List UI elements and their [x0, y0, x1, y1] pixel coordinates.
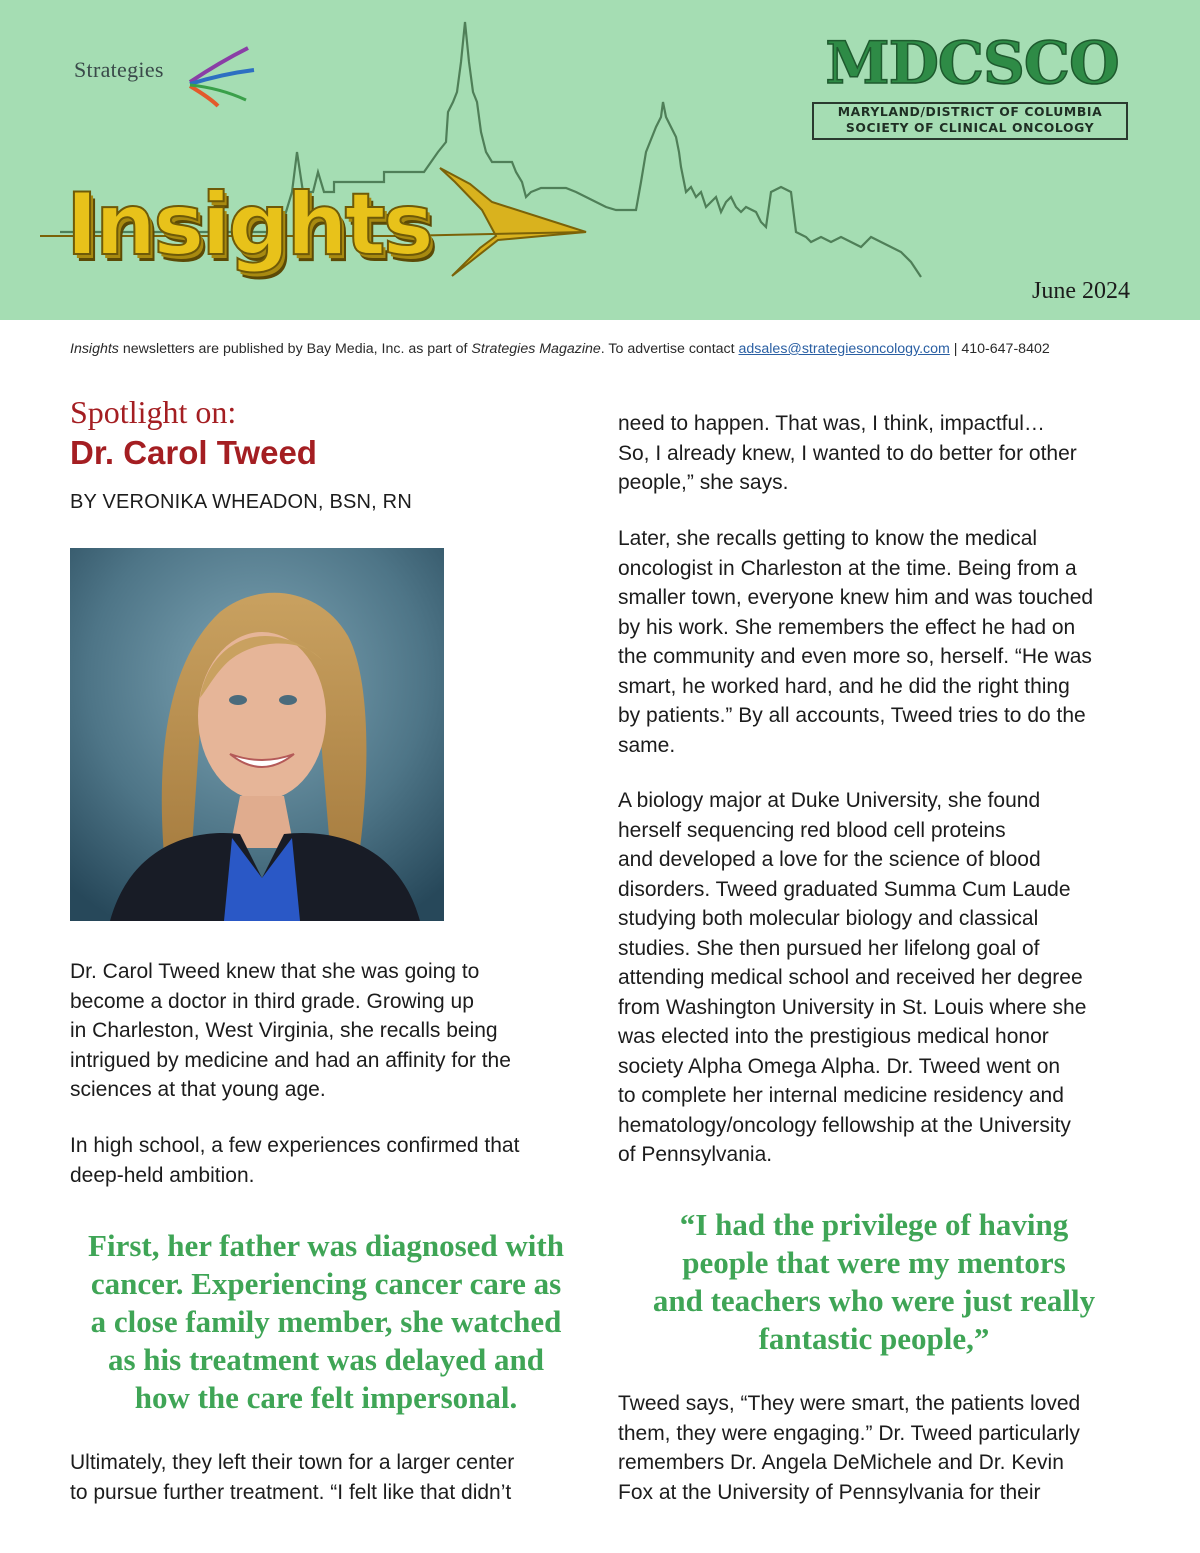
quote-line: fantastic people,”	[758, 1321, 990, 1356]
left-column-text-3	[70, 1448, 570, 1507]
text-line: smaller town, everyone knew him and was touched	[618, 586, 1094, 609]
paragraph	[70, 957, 570, 1105]
text-line: herself sequencing red blood cell proteins	[618, 818, 1006, 842]
paragraph	[70, 1448, 570, 1507]
text-line: disorders. Tweed graduated Summa Cum Laude	[618, 877, 1071, 901]
quote-line: cancer. Experiencing cancer care as	[90, 1266, 562, 1301]
insights-wordmark: Insights	[66, 175, 431, 275]
left-column-text-2	[70, 1131, 570, 1190]
text-line: remembers Dr. Angela DeMichele and Dr. Kevin	[618, 1451, 1064, 1474]
quote-line: a close family member, she watched	[90, 1304, 562, 1339]
text-line: and developed a love for the science of blood	[618, 848, 1041, 871]
publisher-newsletter-name: Insights	[70, 341, 119, 357]
text-line: by patients.” By all accounts, Tweed tries to do the	[618, 704, 1086, 727]
text-line: So, I already knew, I wanted to do better for other	[618, 441, 1077, 465]
text-line: to pursue further treatment. “I felt like that didn’t	[70, 1480, 512, 1504]
text-line: to complete her internal medicine residency and	[618, 1084, 1064, 1107]
quote-line: as his treatment was delayed and	[107, 1342, 545, 1377]
paragraph	[618, 524, 1138, 760]
text-line: people,” she says.	[618, 471, 789, 494]
text-line: studies. She then pursued her lifelong goal of	[618, 936, 1040, 960]
text-line: Tweed says, “They were smart, the patients loved	[618, 1392, 1081, 1415]
text-line: studying both molecular biology and classical	[618, 907, 1039, 930]
text-line: attending medical school and received her degree	[618, 966, 1083, 989]
quote-line: “I had the privilege of having	[679, 1207, 1069, 1242]
text-line: Later, she recalls getting to know the medical	[618, 527, 1038, 550]
advertising-email-link[interactable]: adsales@strategiesoncology.com	[738, 341, 950, 357]
text-line: need to happen. That was, I think, impactful…	[618, 412, 1045, 435]
text-line: hematology/oncology fellowship at the University	[618, 1113, 1071, 1137]
text-line: smart, he worked hard, and he did the right thing	[618, 674, 1070, 698]
paragraph	[70, 1131, 570, 1190]
text-line: sciences at that young age.	[70, 1078, 326, 1101]
article-byline: BY VERONIKA WHEADON, BSN, RN	[70, 491, 412, 513]
text-line: the community and even more so, herself. “He was	[618, 645, 1092, 668]
text-line: deep-held ambition.	[70, 1163, 255, 1187]
text-line: was elected into the prestigious medical honor	[618, 1025, 1049, 1048]
right-column-text-2	[618, 524, 1138, 760]
right-column-text-4	[618, 1389, 1138, 1507]
quote-line: how the care felt impersonal.	[134, 1380, 518, 1415]
mdcsco-name-line-2: SOCIETY OF CLINICAL ONCOLOGY	[845, 120, 1095, 135]
text-line: Fox at the University of Pennsylvania for their	[618, 1480, 1041, 1504]
right-pull-quote	[618, 1206, 1130, 1358]
mdcsco-name-line-1: MARYLAND/DISTRICT OF COLUMBIA	[837, 104, 1103, 119]
text-line: in Charleston, West Virginia, she recalls being	[70, 1019, 498, 1042]
publisher-text-1: newsletters are published by Bay Media, Inc. as part of	[118, 341, 472, 357]
right-column-text-1	[618, 409, 1138, 498]
publisher-note	[70, 341, 1050, 357]
text-line: from Washington University in St. Louis where she	[618, 995, 1087, 1019]
paragraph	[618, 409, 1138, 498]
left-pull-quote	[70, 1227, 582, 1417]
text-line: oncologist in Charleston at the time. Being from a	[618, 556, 1077, 580]
text-line: of Pennsylvania.	[618, 1143, 773, 1166]
author-portrait-photo	[70, 548, 444, 921]
mdcsco-acronym: MDCSCO	[825, 29, 1119, 97]
issue-date: June 2024	[1032, 278, 1130, 304]
text-line: In high school, a few experiences confirmed that	[70, 1134, 520, 1157]
text-line: Ultimately, they left their town for a larger center	[70, 1451, 515, 1474]
text-line: A biology major at Duke University, she found	[618, 789, 1041, 812]
article-kicker: Spotlight on:	[70, 394, 237, 430]
mdcsco-fullname-box	[812, 102, 1128, 140]
publisher-phone: | 410-647-8402	[949, 341, 1050, 357]
text-line: become a doctor in third grade. Growing up	[70, 989, 474, 1013]
quote-line: people that were my mentors	[682, 1245, 1066, 1280]
quote-line: First, her father was diagnosed with	[88, 1228, 564, 1263]
publisher-magazine-name: Strategies Magazine	[471, 341, 601, 357]
text-line: by his work. She remembers the effect he had on	[618, 615, 1076, 639]
paragraph	[618, 1389, 1138, 1507]
strategies-logo-text: Strategies	[74, 57, 164, 82]
left-column-text-1	[70, 957, 570, 1105]
right-column-text-3	[618, 786, 1138, 1170]
text-line: same.	[618, 733, 676, 757]
article-headline: Dr. Carol Tweed	[70, 434, 317, 471]
text-line: Dr. Carol Tweed knew that she was going to	[70, 960, 480, 983]
paragraph	[618, 786, 1138, 1170]
publisher-text-2: . To advertise contact	[600, 341, 739, 357]
text-line: society Alpha Omega Alpha. Dr. Tweed went on	[618, 1054, 1061, 1078]
quote-line: and teachers who were just really	[652, 1283, 1096, 1318]
text-line: intrigued by medicine and had an affinity for the	[70, 1048, 511, 1072]
text-line: them, they were engaging.” Dr. Tweed particularly	[618, 1421, 1080, 1445]
masthead-banner	[0, 0, 1200, 320]
